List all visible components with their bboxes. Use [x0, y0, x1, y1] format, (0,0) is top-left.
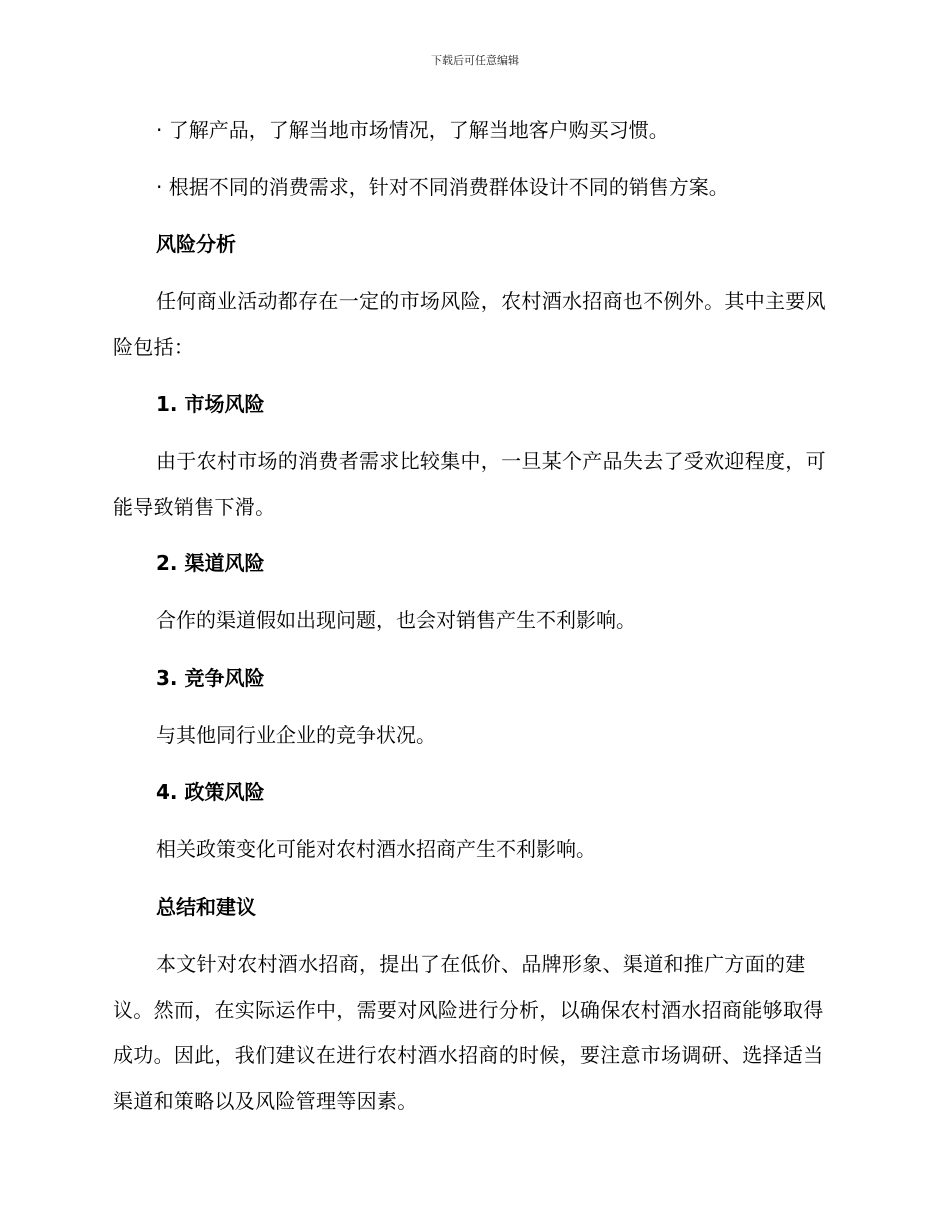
paragraph-competition-risk: 与其他同行业企业的竞争状况。 — [156, 723, 436, 747]
paragraph-risk-intro: 任何商业活动都存在一定的市场风险，农村酒水招商也不例外。其中主要风险包括： — [113, 289, 826, 359]
paragraph-policy-risk: 相关政策变化可能对农村酒水招商产生不利影响。 — [156, 837, 596, 861]
heading-policy-risk: 4. 政策风险 — [156, 780, 265, 804]
heading-competition-risk: 3. 竞争风险 — [156, 666, 265, 690]
paragraph-market-risk: 由于农村市场的消费者需求比较集中，一旦某个产品失去了受欢迎程度，可能导致销售下滑。 — [113, 449, 826, 519]
heading-summary: 总结和建议 — [156, 895, 256, 919]
page-header: 下载后可任意编辑 — [431, 54, 519, 67]
paragraph-channel-risk: 合作的渠道假如出现问题，也会对销售产生不利影响。 — [156, 608, 636, 632]
heading-market-risk: 1. 市场风险 — [156, 392, 265, 416]
heading-channel-risk: 2. 渠道风险 — [156, 551, 265, 575]
heading-risk-analysis: 风险分析 — [156, 232, 236, 256]
bullet-sales-plan: · 根据不同的消费需求，针对不同消费群体设计不同的销售方案。 — [156, 175, 729, 199]
bullet-understand-product: · 了解产品，了解当地市场情况，了解当地客户购买习惯。 — [156, 118, 669, 142]
paragraph-summary: 本文针对农村酒水招商，提出了在低价、品牌形象、渠道和推广方面的建议。然而，在实际运作中，需要对风险进行分析，以确保农村酒水招商能够取得成功。因此，我们建议在进行农村酒水招商的时候，要注意市场调研、选择适当渠道和策略以及风险管理等因素。 — [113, 952, 824, 1113]
